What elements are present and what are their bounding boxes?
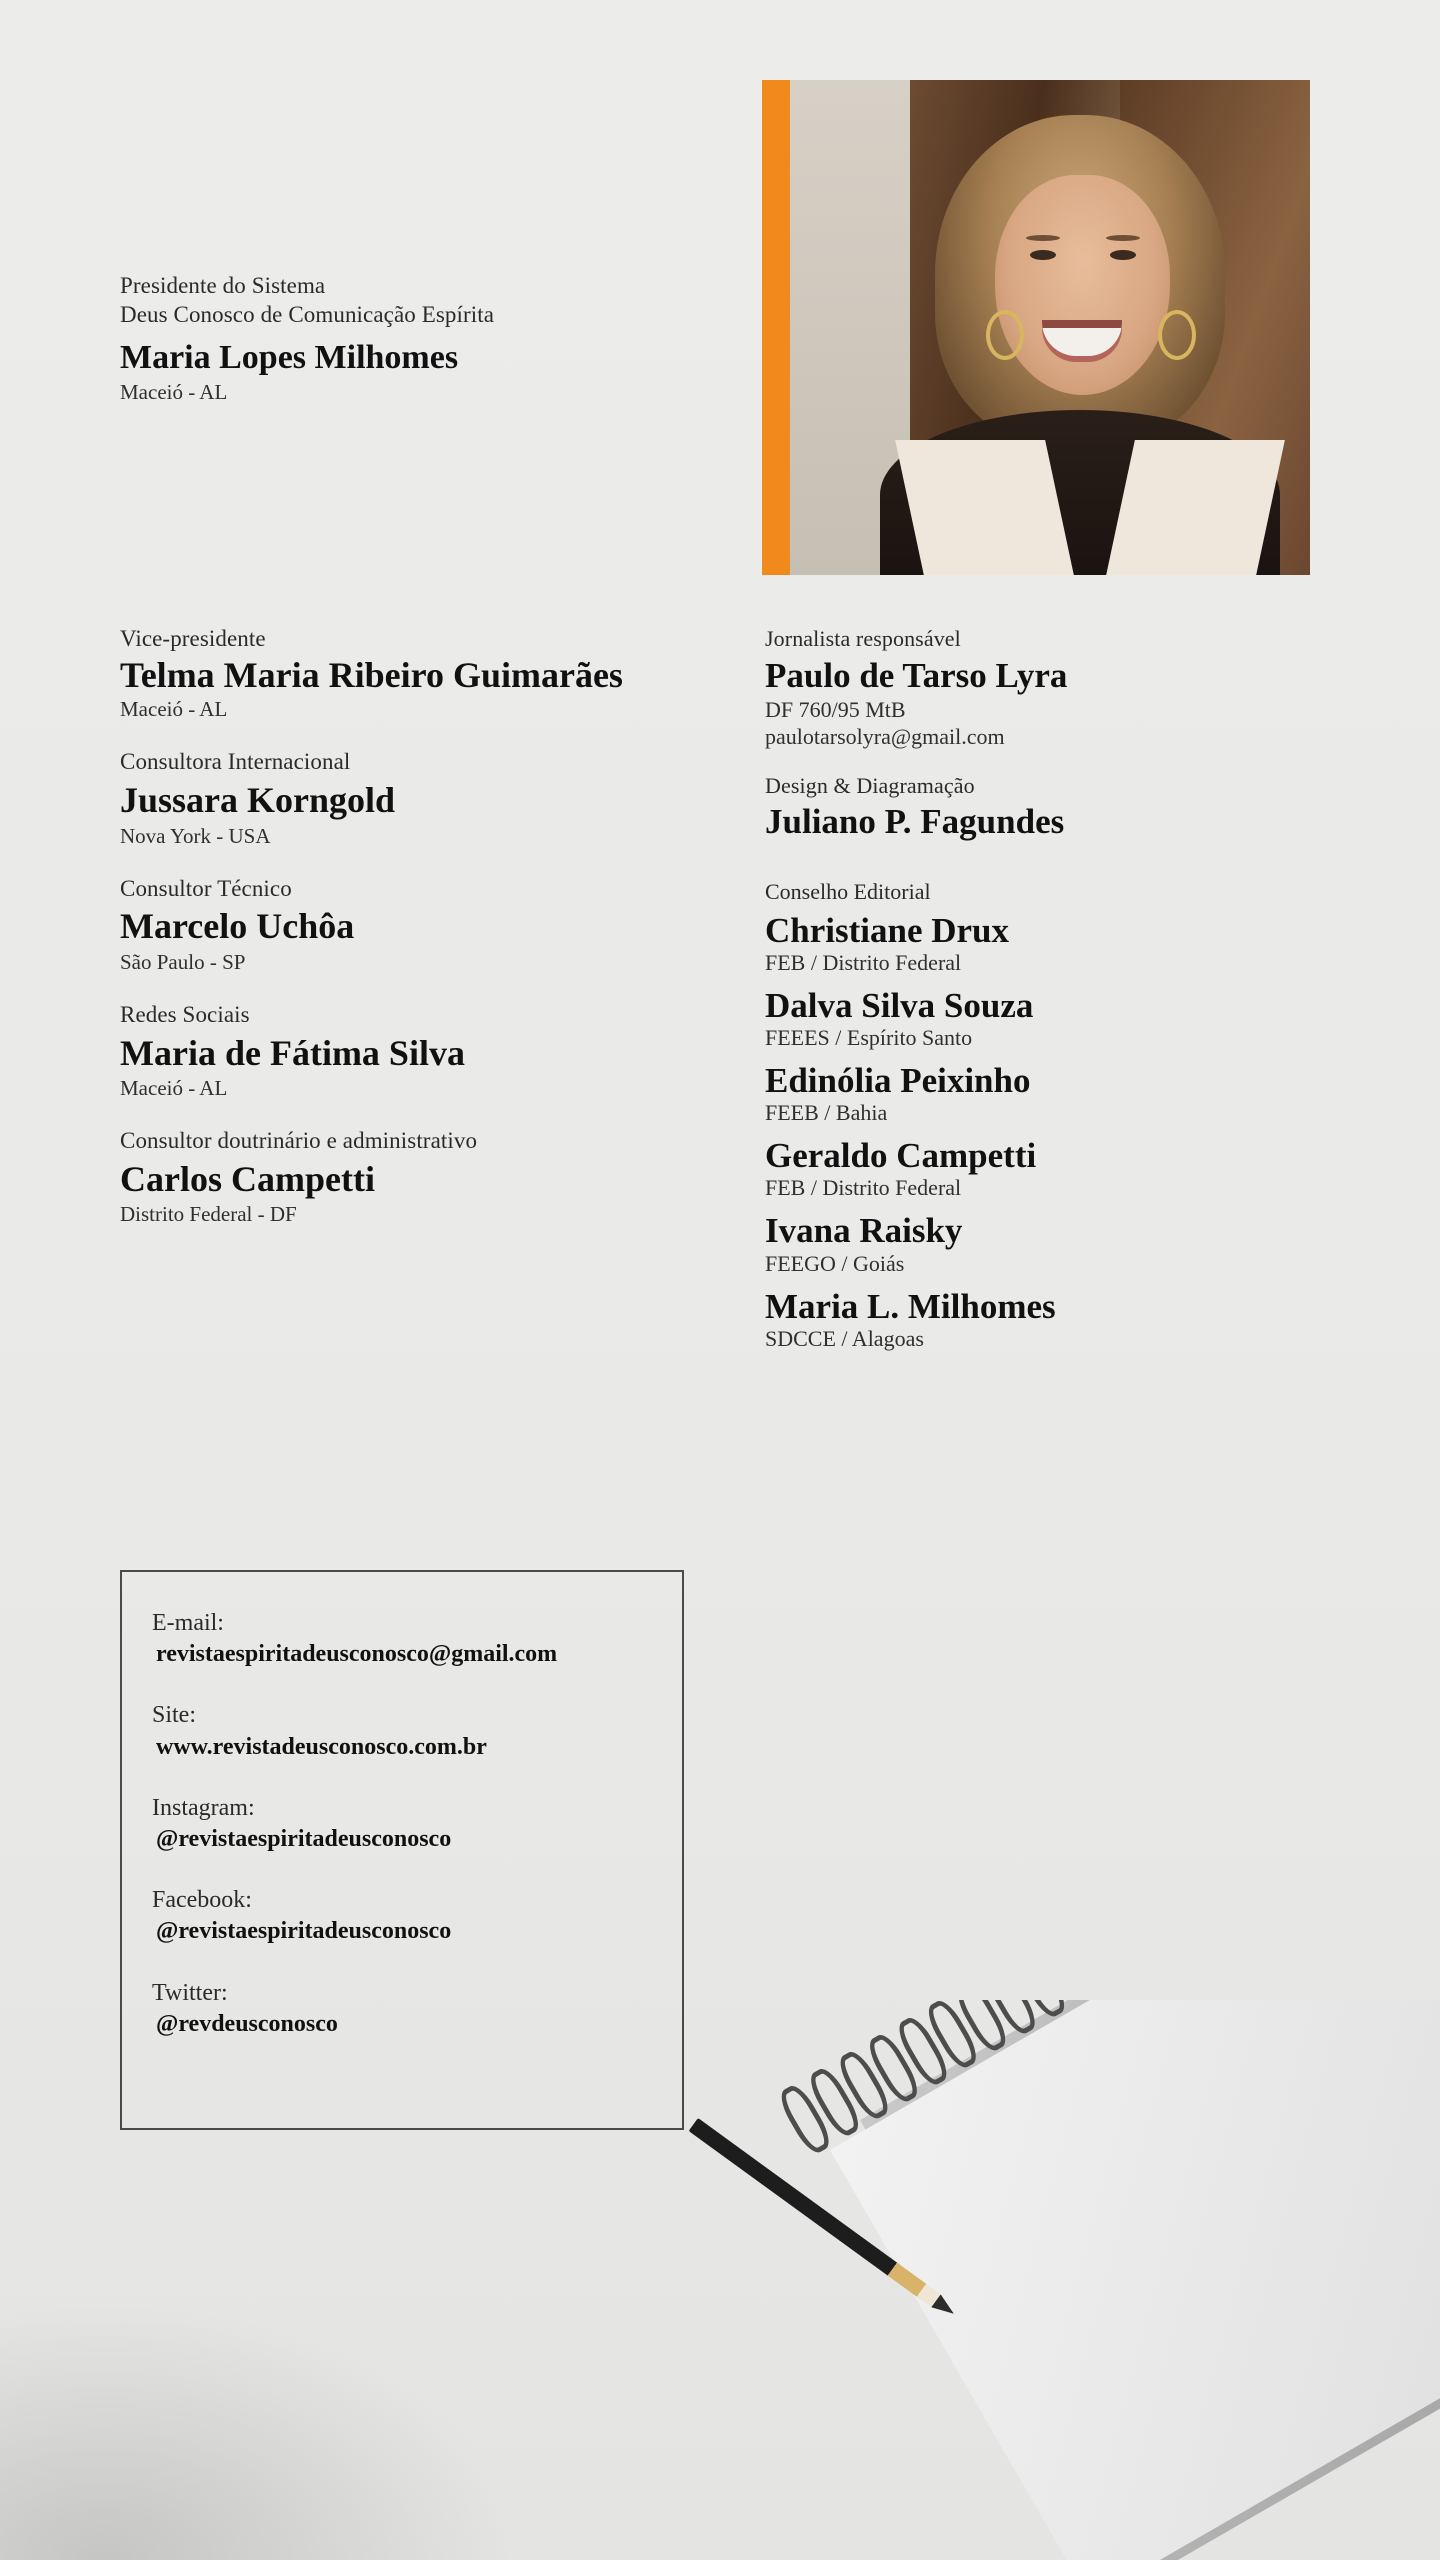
portrait-shoulder-right	[1105, 440, 1285, 575]
contact-box	[120, 1570, 684, 2130]
journalist-registration: DF 760/95 MtB	[765, 696, 906, 722]
council-member	[765, 1136, 1325, 1201]
contact-value[interactable]: @revdeusconosco	[156, 2010, 338, 2037]
portrait-earring-right	[1158, 310, 1196, 360]
contact-value[interactable]: @revistaespiritadeusconosco	[156, 1918, 452, 1945]
pencil-icon	[689, 2118, 941, 2307]
council-member-name: Dalva Silva Souza	[765, 985, 1034, 1025]
credit-role: Consultor Técnico	[120, 875, 292, 901]
portrait-face	[995, 175, 1170, 395]
president-portrait	[790, 80, 1310, 575]
portrait-eye-left	[1030, 250, 1056, 260]
contact-label: E-mail:	[152, 1610, 224, 1636]
credit-place: Maceió - AL	[120, 1076, 228, 1100]
credit-entry	[120, 625, 720, 722]
president-role-line1: Presidente do Sistema	[120, 273, 326, 298]
president-name: Maria Lopes Milhomes	[120, 338, 459, 376]
right-credits-column	[765, 625, 1325, 1362]
council-member-org: FEEGO / Goiás	[765, 1250, 905, 1276]
left-credits-column	[120, 625, 720, 1253]
contact-value[interactable]: revistaespiritadeusconosco@gmail.com	[156, 1641, 558, 1668]
credit-name: Marcelo Uchôa	[120, 906, 355, 947]
portrait-shoulder-left	[895, 440, 1075, 575]
president-credit	[120, 272, 720, 405]
credit-entry	[120, 875, 720, 975]
council-member-name: Maria L. Milhomes	[765, 1286, 1056, 1326]
president-role-line2: Deus Conosco de Comunicação Espírita	[120, 301, 495, 327]
credit-role: Redes Sociais	[120, 1001, 250, 1027]
council-member	[765, 1061, 1325, 1126]
contact-facebook	[152, 1885, 652, 1947]
journalist-email: paulotarsolyra@gmail.com	[765, 723, 1005, 749]
notebook-spiral	[775, 2000, 1182, 2156]
president-photo-block	[762, 80, 1310, 575]
journalist-name: Paulo de Tarso Lyra	[765, 655, 1068, 695]
council-member-org: FEB / Distrito Federal	[765, 949, 962, 975]
notebook-decoration	[680, 2000, 1440, 2560]
portrait-eyebrow-right	[1106, 235, 1140, 241]
notebook-cover	[860, 2000, 1440, 2560]
credit-role: Consultora Internacional	[120, 749, 351, 775]
credit-name: Carlos Campetti	[120, 1158, 375, 1199]
contact-instagram	[152, 1793, 652, 1855]
president-place: Maceió - AL	[120, 379, 228, 404]
journalist-credit	[765, 625, 1325, 750]
notebook-page	[830, 2000, 1440, 2560]
council-member-name: Christiane Drux	[765, 910, 1010, 950]
portrait-eye-right	[1110, 250, 1136, 260]
council-member-org: FEEES / Espírito Santo	[765, 1024, 973, 1050]
contact-twitter	[152, 1978, 652, 2040]
design-credit	[765, 772, 1325, 843]
contact-value[interactable]: www.revistadeusconosco.com.br	[156, 1733, 487, 1760]
council-member	[765, 986, 1325, 1051]
contact-site	[152, 1700, 652, 1762]
council-member	[765, 1211, 1325, 1276]
credit-name: Maria de Fátima Silva	[120, 1032, 465, 1073]
contact-value[interactable]: @revistaespiritadeusconosco	[156, 1825, 452, 1852]
journalist-role: Jornalista responsável	[765, 626, 961, 651]
council-member-org: FEB / Distrito Federal	[765, 1175, 962, 1201]
council-member-org: SDCCE / Alagoas	[765, 1325, 924, 1351]
corner-shadow	[0, 2300, 520, 2560]
credit-entry	[120, 1127, 720, 1227]
contact-label: Instagram:	[152, 1794, 255, 1821]
contact-label: Facebook:	[152, 1887, 252, 1914]
council-member-org: FEEB / Bahia	[765, 1100, 888, 1126]
credit-entry	[120, 748, 720, 848]
council-member	[765, 1287, 1325, 1352]
contact-email	[152, 1608, 652, 1670]
contact-label: Twitter:	[152, 1979, 228, 2006]
credit-entry	[120, 1001, 720, 1101]
council-member-name: Edinólia Peixinho	[765, 1060, 1031, 1100]
council-member-name: Geraldo Campetti	[765, 1136, 1037, 1176]
design-role: Design & Diagramação	[765, 772, 975, 798]
accent-bar	[762, 80, 790, 575]
credit-name: Jussara Korngold	[120, 780, 396, 821]
contact-label: Site:	[152, 1702, 197, 1729]
council-heading: Conselho Editorial	[765, 878, 931, 904]
credit-place: São Paulo - SP	[120, 949, 246, 974]
credit-role: Vice-presidente	[120, 626, 266, 651]
council-member	[765, 911, 1325, 976]
credit-place: Distrito Federal - DF	[120, 1202, 297, 1227]
credit-name: Telma Maria Ribeiro Guimarães	[120, 654, 623, 695]
portrait-earring-left	[986, 310, 1024, 360]
design-name: Juliano P. Fagundes	[765, 802, 1065, 842]
council-member-name: Ivana Raisky	[765, 1211, 963, 1251]
credit-role: Consultor doutrinário e administrativo	[120, 1128, 478, 1153]
portrait-eyebrow-left	[1026, 235, 1060, 241]
credit-place: Maceió - AL	[120, 697, 228, 722]
credit-place: Nova York - USA	[120, 823, 271, 848]
